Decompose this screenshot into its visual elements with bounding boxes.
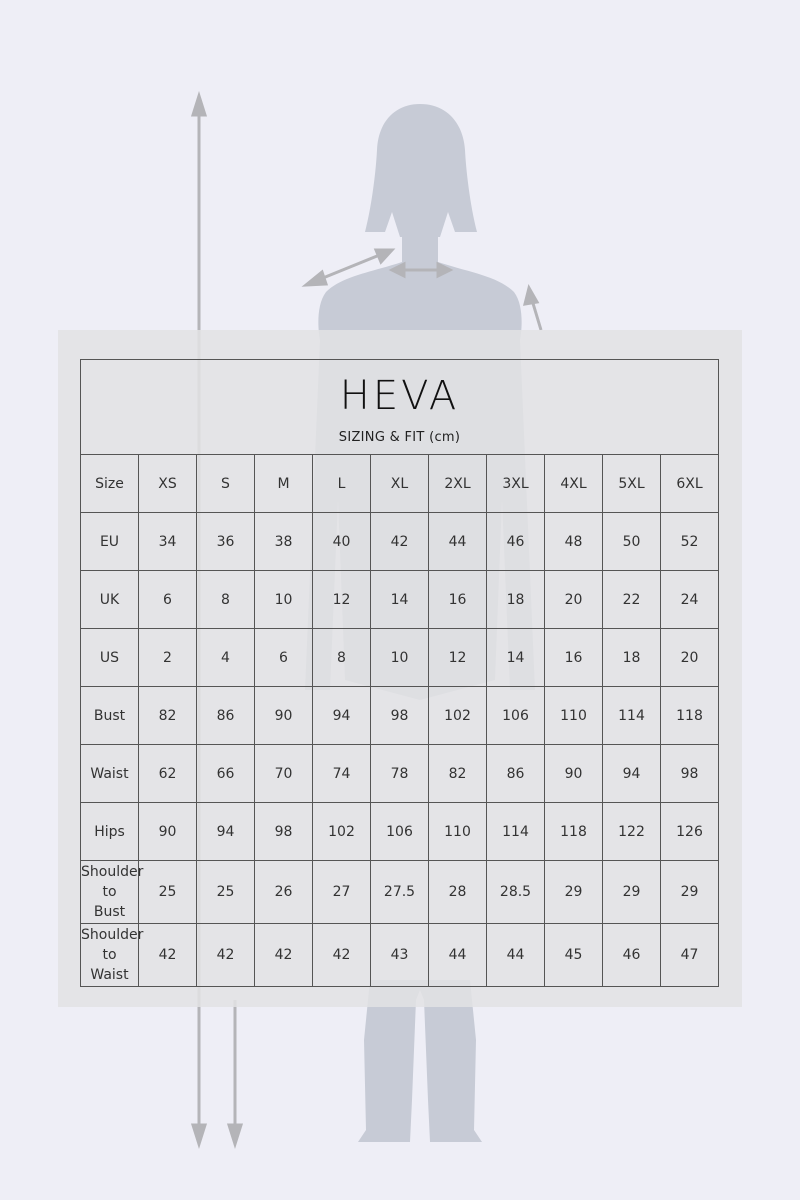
- table-cell: 114: [603, 687, 661, 745]
- table-header-row: [81, 455, 719, 513]
- table-cell: 106: [371, 803, 429, 861]
- table-cell: 14: [371, 571, 429, 629]
- table-title-row: [81, 360, 719, 455]
- table-cell: 102: [313, 803, 371, 861]
- row-label: UK: [81, 571, 139, 629]
- table-cell: 10: [255, 571, 313, 629]
- table-row: [81, 513, 719, 571]
- chart-subtitle: SIZING & FIT (cm): [338, 430, 461, 445]
- table-cell: 78: [371, 745, 429, 803]
- table-cell: 102: [429, 687, 487, 745]
- table-cell: 86: [197, 687, 255, 745]
- table-cell: 94: [197, 803, 255, 861]
- table-cell: 36: [197, 513, 255, 571]
- table-cell: 28: [429, 861, 487, 924]
- header-cell: 4XL: [545, 455, 603, 513]
- table-row: [81, 629, 719, 687]
- table-cell: 118: [545, 803, 603, 861]
- table-cell: 90: [255, 687, 313, 745]
- table-cell: 42: [197, 924, 255, 987]
- table-cell: 42: [255, 924, 313, 987]
- table-cell: 46: [603, 924, 661, 987]
- header-cell: Size: [81, 455, 139, 513]
- row-label: Bust: [81, 687, 139, 745]
- table-cell: 29: [661, 861, 719, 924]
- table-cell: 44: [429, 924, 487, 987]
- header-cell: 3XL: [487, 455, 545, 513]
- table-cell: 42: [371, 513, 429, 571]
- row-label-line: Bust: [93, 904, 126, 920]
- header-cell: XL: [371, 455, 429, 513]
- table-cell: 98: [255, 803, 313, 861]
- table-cell: 4: [197, 629, 255, 687]
- table-row: [81, 803, 719, 861]
- table-cell: 114: [487, 803, 545, 861]
- header-cell: 5XL: [603, 455, 661, 513]
- table-cell: 27: [313, 861, 371, 924]
- table-row: [81, 745, 719, 803]
- table-cell: 27.5: [371, 861, 429, 924]
- table-cell: 44: [487, 924, 545, 987]
- table-cell: 48: [545, 513, 603, 571]
- row-label: US: [81, 629, 139, 687]
- table-cell: 34: [139, 513, 197, 571]
- table-cell: 6: [255, 629, 313, 687]
- table-cell: 42: [139, 924, 197, 987]
- header-cell: 2XL: [429, 455, 487, 513]
- row-label: [81, 924, 144, 987]
- table-cell: 25: [139, 861, 197, 924]
- table-cell: 110: [429, 803, 487, 861]
- brand-logo-text: HEVA: [339, 373, 460, 419]
- table-cell: 12: [429, 629, 487, 687]
- table-row: [81, 924, 719, 987]
- table-cell: 29: [545, 861, 603, 924]
- table-cell: 16: [429, 571, 487, 629]
- table-cell: 46: [487, 513, 545, 571]
- table-cell: 40: [313, 513, 371, 571]
- table-title-cell: [81, 360, 719, 455]
- table-cell: 8: [313, 629, 371, 687]
- table-cell: 110: [545, 687, 603, 745]
- table-cell: 50: [603, 513, 661, 571]
- table-cell: 66: [197, 745, 255, 803]
- header-cell: L: [313, 455, 371, 513]
- table-cell: 90: [545, 745, 603, 803]
- table-cell: 106: [487, 687, 545, 745]
- table-cell: 86: [487, 745, 545, 803]
- row-label-line: Shoulder to: [81, 927, 144, 963]
- header-cell: XS: [139, 455, 197, 513]
- table-cell: 14: [487, 629, 545, 687]
- table-cell: 45: [545, 924, 603, 987]
- table-cell: 44: [429, 513, 487, 571]
- table-cell: 52: [661, 513, 719, 571]
- header-cell: S: [197, 455, 255, 513]
- table-cell: 62: [139, 745, 197, 803]
- table-cell: 29: [603, 861, 661, 924]
- row-label: Waist: [81, 745, 139, 803]
- table-cell: 82: [139, 687, 197, 745]
- table-cell: 16: [545, 629, 603, 687]
- table-cell: 26: [255, 861, 313, 924]
- table-cell: 2: [139, 629, 197, 687]
- header-cell: M: [255, 455, 313, 513]
- table-cell: 126: [661, 803, 719, 861]
- table-cell: 25: [197, 861, 255, 924]
- table-cell: 10: [371, 629, 429, 687]
- table-cell: 82: [429, 745, 487, 803]
- table-cell: 6: [139, 571, 197, 629]
- row-label: [81, 861, 144, 924]
- table-cell: 94: [313, 687, 371, 745]
- table-cell: 47: [661, 924, 719, 987]
- table-cell: 20: [545, 571, 603, 629]
- table-cell: 20: [661, 629, 719, 687]
- table-cell: 22: [603, 571, 661, 629]
- table-row: [81, 861, 719, 924]
- row-label: Hips: [81, 803, 139, 861]
- table-cell: 18: [603, 629, 661, 687]
- table-cell: 98: [371, 687, 429, 745]
- row-label-line: Waist: [90, 967, 129, 983]
- table-cell: 94: [603, 745, 661, 803]
- header-cell: 6XL: [661, 455, 719, 513]
- table-cell: 12: [313, 571, 371, 629]
- table-cell: 18: [487, 571, 545, 629]
- size-chart-table: [80, 359, 719, 987]
- table-cell: 98: [661, 745, 719, 803]
- table-cell: 28.5: [487, 861, 545, 924]
- table-cell: 90: [139, 803, 197, 861]
- table-cell: 122: [603, 803, 661, 861]
- table-cell: 118: [661, 687, 719, 745]
- table-cell: 38: [255, 513, 313, 571]
- table-cell: 8: [197, 571, 255, 629]
- table-cell: 24: [661, 571, 719, 629]
- table-cell: 42: [313, 924, 371, 987]
- table-cell: 74: [313, 745, 371, 803]
- table-cell: 43: [371, 924, 429, 987]
- table-row: [81, 571, 719, 629]
- table-cell: 70: [255, 745, 313, 803]
- row-label: EU: [81, 513, 139, 571]
- table-row: [81, 687, 719, 745]
- row-label-line: Shoulder to: [81, 864, 144, 900]
